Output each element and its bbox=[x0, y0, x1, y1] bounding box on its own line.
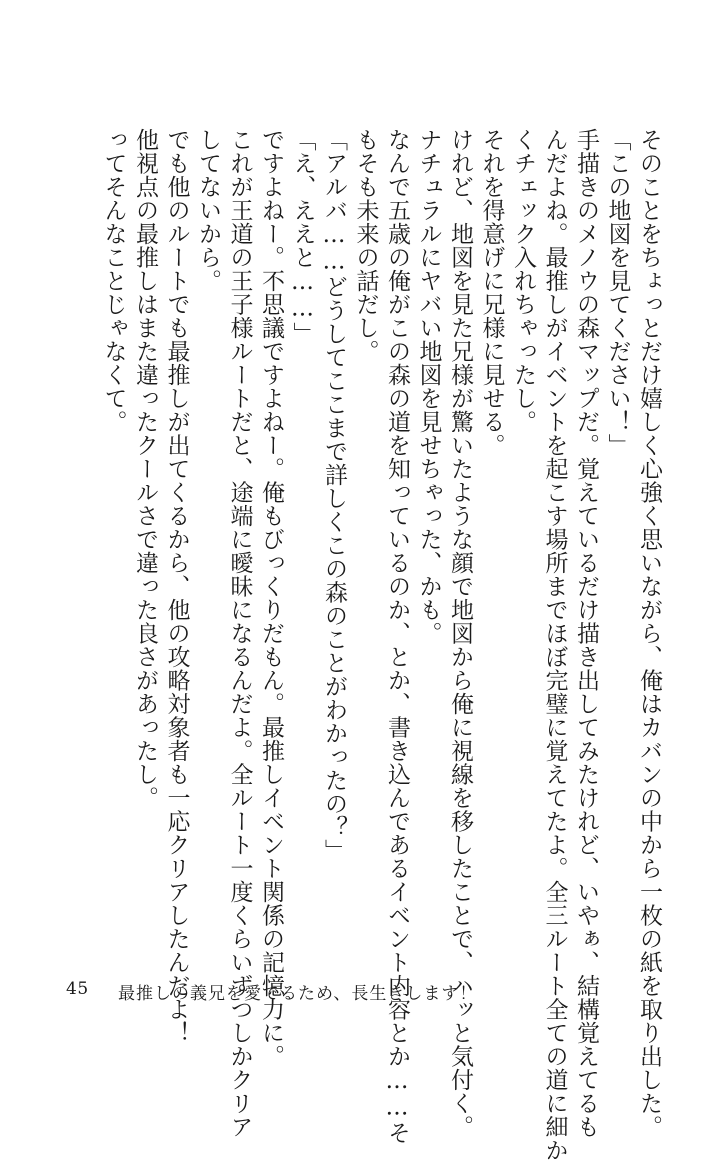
text-line: ですよねー。不思議ですよねー。俺もびっくりだもん。最推しイベント関係の記憶力に。 bbox=[258, 128, 284, 1068]
text-line: でも他のルートでも最推しが出てくるから、他の攻略対象者も一応クリアしたんだよ！ bbox=[163, 128, 190, 1045]
text-line: ってそんなことじゃなくて。 bbox=[100, 128, 127, 434]
text-line: 「え、ええと……」 bbox=[289, 128, 316, 346]
text-line: それを得意げに兄様に見せる。 bbox=[478, 128, 505, 457]
page-footer bbox=[0, 979, 726, 1009]
text-line: してないから。 bbox=[195, 128, 221, 293]
text-line: けれど、地図を見た兄様が驚いたような顔で地図から俺に視線を移したことで、ハッと気付く。 bbox=[447, 128, 473, 1139]
text-line: 「この地図を見てください！」 bbox=[604, 128, 631, 457]
text-line: くチェック入れちゃったし。 bbox=[510, 128, 536, 434]
text-line: そのことをちょっとだけ嬉しく心強く思いながら、俺はカバンの中から一枚の紙を取り出した。 bbox=[636, 128, 662, 1139]
text-line: もそも未来の話だし。 bbox=[352, 128, 379, 363]
text-line: なんで五歳の俺がこの森の道を知っているのか、とか、書き込んであるイベント内容とか……そ bbox=[384, 128, 410, 1145]
text-line: これが王道の王子様ルートだと、途端に曖昧になるんだよ。全ルート一度くらいずつしかクリア bbox=[226, 128, 253, 1139]
text-line: 他視点の最推しはまた違ったクールさで違った良さがあったし。 bbox=[132, 128, 158, 810]
running-title: 最推しの義兄を愛でるため、長生きします！ bbox=[118, 984, 478, 1004]
text-line: 「アルバ……どうしてここまで詳しくこの森のことがわかったの？」 bbox=[321, 128, 347, 863]
text-line: ナチュラルにヤバい地図を見せちゃった、かも。 bbox=[415, 128, 442, 645]
text-line: 手描きのメノウの森マップだ。覚えているだけ描き出してみたけれど、いやぁ、結構覚えてるも bbox=[573, 128, 599, 1139]
text-line: んだよね。最推しがイベントを起こす場所までほぼ完璧に覚えてたよ。全三ルート全ての道に細か bbox=[541, 128, 568, 1162]
page-number: 45 bbox=[66, 979, 89, 999]
